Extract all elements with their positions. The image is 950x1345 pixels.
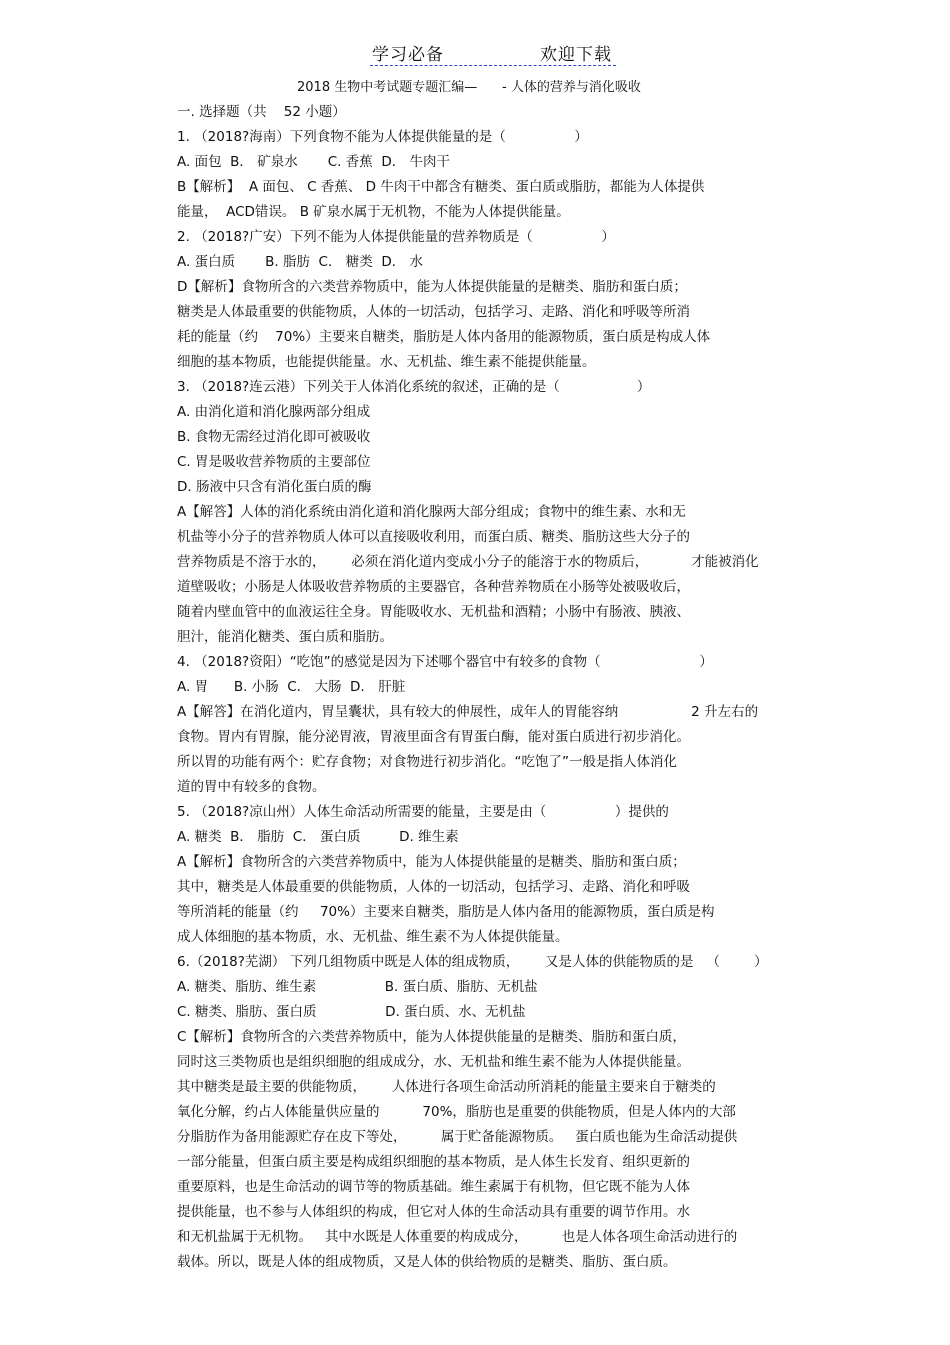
text-line: 和无机盐属于无机物。 其中水既是人体重要的构成成分， 也是人体各项生命活动进行的 — [177, 1229, 738, 1245]
text-line: 5. （2018?凉山州）人体生命活动所需要的能量，主要是由（ ）提供的 — [177, 804, 669, 820]
text-line: 耗的能量（约 70%）主要来自糖类，脂肪是人体内备用的能源物质，蛋白质是构成人体 — [177, 329, 711, 345]
text-line: 道的胃中有较多的食物。 — [177, 779, 326, 795]
text-line: 氧化分解，约占人体能量供应量的 70%，脂肪也是重要的供能物质，但是人体内的大部 — [177, 1104, 736, 1120]
text-line: 其中，糖类是人体最重要的供能物质，人体的一切活动，包括学习、走路、消化和呼吸 — [177, 879, 690, 895]
text-line: D【解析】食物所含的六类营养物质中，能为人体提供能量的是糖类、脂肪和蛋白质； — [177, 279, 687, 295]
text-line: A. 蛋白质 B. 脂肪 C． 糖类 D． 水 — [177, 254, 424, 270]
text-line: 糖类是人体最重要的供能物质，人体的一切活动，包括学习、走路、消化和呼吸等所消 — [177, 304, 690, 320]
text-line: A【解析】食物所含的六类营养物质中，能为人体提供能量的是糖类、脂肪和蛋白质； — [177, 854, 686, 870]
text-line: 一部分能量，但蛋白质主要是构成组织细胞的基本物质，是人体生长发育、组织更新的 — [177, 1154, 690, 1170]
text-line: 重要原料，也是生命活动的调节等的物质基础。维生素属于有机物，但它既不能为人体 — [177, 1179, 690, 1195]
text-line: B. 食物无需经过消化即可被吸收 — [177, 429, 371, 445]
text-line: 2. （2018?广安）下列不能为人体提供能量的营养物质是（ ） — [177, 229, 615, 245]
text-line: 食物。胃内有胃腺，能分泌胃液，胃液里面含有胃蛋白酶，能对蛋白质进行初步消化。 — [177, 729, 690, 745]
text-line: 同时这三类物质也是组织细胞的组成成分，水、无机盐和维生素不能为人体提供能量。 — [177, 1054, 690, 1070]
text-line: A【解答】在消化道内，胃呈囊状，具有较大的伸展性，成年人的胃能容纳 2 升左右的 — [177, 704, 759, 720]
text-line: 成人体细胞的基本物质，水、无机盐、维生素不为人体提供能量。 — [177, 929, 569, 945]
text-line: 能量， ACD错误。 B 矿泉水属于无机物，不能为人体提供能量。 — [177, 204, 570, 220]
header-right-text: 欢迎下载 — [540, 45, 612, 65]
text-line: 3. （2018?连云港）下列关于人体消化系统的叙述，正确的是（ ） — [177, 379, 651, 395]
text-line: 其中糖类是最主要的供能物质， 人体进行各项生命活动所消耗的能量主要来自于糖类的 — [177, 1079, 716, 1095]
header-divider — [370, 65, 616, 66]
text-line: 胆汁，能消化糖类、蛋白质和脂肪。 — [177, 629, 393, 645]
text-line: 载体。所以，既是人体的组成物质，又是人体的供给物质的是糖类、脂肪、蛋白质。 — [177, 1254, 677, 1270]
text-line: 等所消耗的能量（约 70%）主要来自糖类，脂肪是人体内备用的能源物质，蛋白质是构 — [177, 904, 715, 920]
text-line: A. 糖类、脂肪、维生素 B. 蛋白质、脂肪、无机盐 — [177, 979, 538, 995]
text-line: 道壁吸收；小肠是人体吸收营养物质的主要器官，各种营养物质在小肠等处被吸收后， — [177, 579, 690, 595]
text-line: 1. （2018?海南）下列食物不能为人体提供能量的是（ ） — [177, 129, 588, 145]
text-line: 分脂肪作为备用能源贮存在皮下等处， 属于贮备能源物质。 蛋白质也能为生命活动提供 — [177, 1129, 738, 1145]
text-line: 细胞的基本物质，也能提供能量。水、无机盐、维生素不能提供能量。 — [177, 354, 596, 370]
text-line: 机盐等小分子的营养物质人体可以直接吸收利用，而蛋白质、糖类、脂肪这些大分子的 — [177, 529, 690, 545]
text-line: 6.（2018?芜湖） 下列几组物质中既是人体的组成物质， 又是人体的供能物质的是 （ ） — [177, 954, 768, 970]
text-line: 营养物质是不溶于水的， 必须在消化道内变成小分子的能溶于水的物质后， 才能被消化 — [177, 554, 759, 570]
text-line: 一. 选择题（共 52 小题） — [177, 104, 346, 120]
document-body — [177, 100, 768, 1275]
text-line: A. 由消化道和消化腺两部分组成 — [177, 404, 371, 420]
text-line: 随着内壁血管中的血液运往全身。胃能吸收水、无机盐和酒精；小肠中有肠液、胰液、 — [177, 604, 690, 620]
text-line: D. 肠液中只含有消化蛋白质的酶 — [177, 479, 372, 495]
text-line: C【解析】食物所含的六类营养物质中，能为人体提供能量的是糖类、脂肪和蛋白质， — [177, 1029, 686, 1045]
text-line: C. 糖类、脂肪、蛋白质 D. 蛋白质、水、无机盐 — [177, 1004, 526, 1020]
text-line: 4. （2018?资阳）“吃饱”的感觉是因为下述哪个器官中有较多的食物（ ） — [177, 654, 713, 670]
text-line: A. 糖类 B． 脂肪 C． 蛋白质 D. 维生素 — [177, 829, 459, 845]
document-title: 2018 生物中考试题专题汇编— - 人体的营养与消化吸收 — [297, 80, 641, 95]
header-left-text: 学习必备 — [372, 45, 444, 65]
text-line: A. 面包 B． 矿泉水 C. 香蕉 D． 牛肉干 — [177, 154, 451, 170]
text-line: A. 胃 B. 小肠 C． 大肠 D． 肝脏 — [177, 679, 406, 695]
text-line: A【解答】人体的消化系统由消化道和消化腺两大部分组成；食物中的维生素、水和无 — [177, 504, 686, 520]
text-line: B【解析】 A 面包、 C 香蕉、 D 牛肉干中都含有糖类、蛋白质或脂肪，都能为人体提供 — [177, 179, 705, 195]
text-line: 提供能量，也不参与人体组织的构成，但它对人体的生命活动具有重要的调节作用。水 — [177, 1204, 690, 1220]
text-line: 所以胃的功能有两个：贮存食物；对食物进行初步消化。“吃饱了”一般是指人体消化 — [177, 754, 677, 770]
text-line: C. 胃是吸收营养物质的主要部位 — [177, 454, 371, 470]
